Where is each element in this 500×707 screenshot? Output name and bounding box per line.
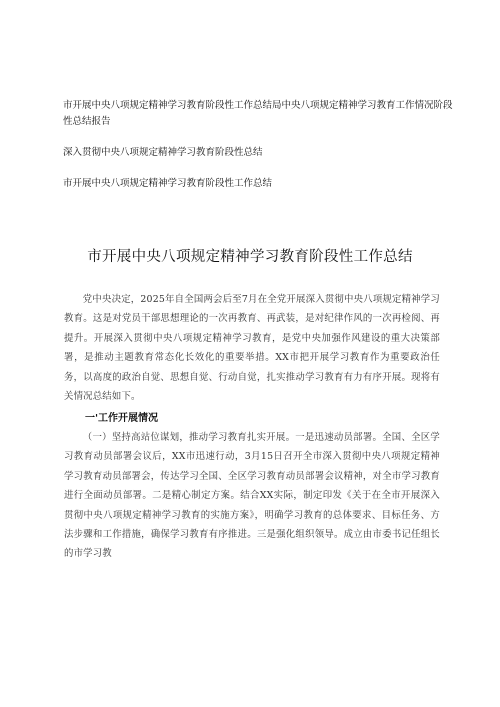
toc-item-3[interactable]: 市开展中央八项规定精神学习教育阶段性工作总结 — [63, 178, 273, 189]
section-heading: 一'工作开展情况 — [85, 413, 159, 424]
table-of-contents — [63, 98, 453, 207]
section-paragraph: （一）坚持高站位谋划，推动学习教育扎实开展。一是迅速动员部署。全国、全区学习教育动员部署会议后，XX市迅速行动，3月15日召开全市深入贯彻中央八项规定精神学习教育动员部署会，传达学习全国、全区学习教育动员部署会议精神，对全市学习教育进行全面动员部署。二是精心制定方案。结合XX实际，制定印发《关于在全市开展深入贯彻中央八项规定精神学习教育的实施方案》，明确学习教育的总体要求、目标任务、方法步骤和工作措施，确保学习教育有序推进。三是强化组织领导。成立由市委书记任组长的市学习教 — [64, 432, 440, 560]
toc-item-2[interactable]: 深入贯彻中央八项规定精神学习教育阶段性总结 — [63, 147, 263, 158]
document-title: 市开展中央八项规定精神学习教育阶段性工作总结 — [87, 249, 413, 265]
intro-paragraph: 党中央决定，2025年自全国两会后至7月在全党开展深入贯彻中央八项规定精神学习教育。这是对党员干部思想理论的一次再教育、再武装，是对纪律作风的一次再检阅、再提升。开展深入贯彻中央八项规定精神学习教育，是党中央加强作风建设的重大决策部署，是推动主题教育常态化长效化的重要举措。XX市把开展学习教育作为重要政治任务，以高度的政治自觉、思想自觉、行动自觉，扎实推动学习教育有力有序开展。现将有关情况总结如下。 — [64, 294, 440, 403]
toc-item-1[interactable]: 市开展中央八项规定精神学习教育阶段性工作总结局中央八项规定精神学习教育工作情况阶段性总结报告 — [63, 100, 453, 127]
